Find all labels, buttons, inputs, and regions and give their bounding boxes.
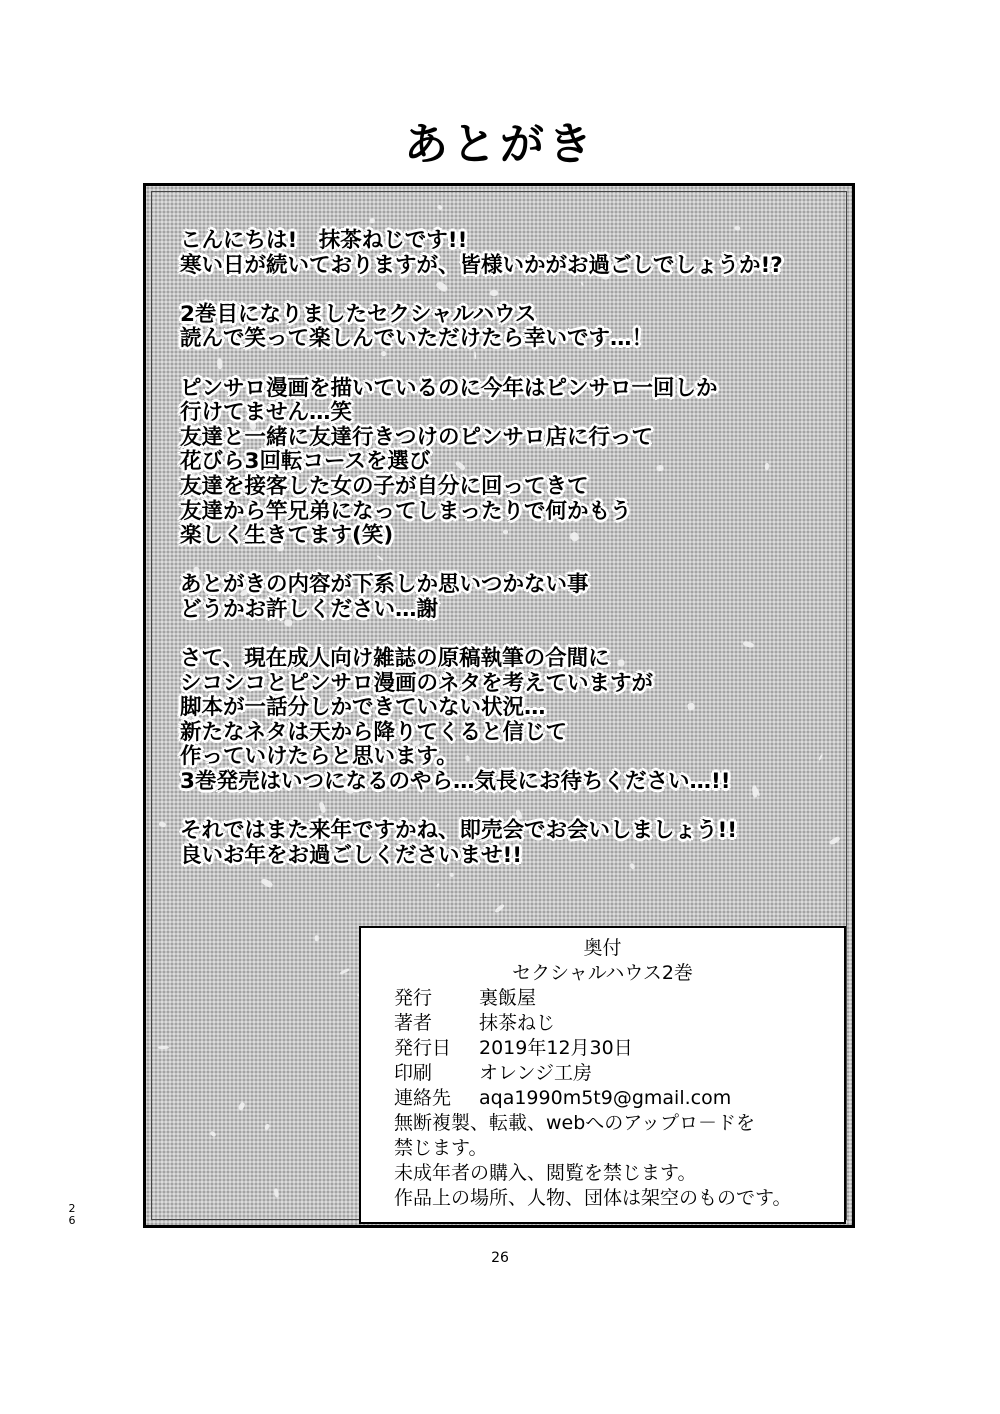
contact-value: aqa1990m5t9@gmail.com [479,1087,732,1109]
colophon-contact-row [394,1086,844,1111]
afterword-line: 行けてません…笑 [180,400,353,426]
afterword-line: こんにちは! 抹茶ねじです!! [180,228,468,253]
colophon-heading: 奥付 [583,937,622,959]
afterword-paragraph [180,377,820,549]
date-label: 発行日 [394,1037,452,1059]
date-value: 2019年12月30日 [479,1037,633,1059]
afterword-line: 読んで笑って楽しんでいただけたら幸いです…！ [180,326,654,352]
afterword-line: 友達から竿兄弟になってしまったりで何かもう [180,498,632,524]
colophon-printer-row [394,1061,844,1086]
afterword-line: 友達と一緒に友達行きつけのピンサロ店に行って [180,424,654,450]
afterword-line: どうかお許しください…謝 [180,596,439,622]
colophon-box [359,926,846,1224]
colophon-publisher-row [394,986,844,1011]
afterword-line: 良いお年をお過ごしくださいませ!! [180,842,523,868]
afterword-line: 花びら3回転コースを選び [180,449,431,475]
colophon-date-row [394,1036,844,1061]
contact-label: 連絡先 [394,1087,452,1109]
afterword-line: 友達を接客した女の子が自分に回ってきて [180,473,589,499]
afterword-paragraph [180,573,820,622]
afterword-paragraph [180,647,820,795]
afterword-line: 楽しく生きてます(笑) [180,523,394,549]
afterword-line: 作っていけたらと思います。 [180,744,458,770]
speck [314,935,318,941]
colophon-book-title: セクシャルハウス2巻 [512,962,693,984]
colophon-notice-2: 未成年者の購入、閲覧を禁じます。 [394,1162,697,1184]
page-number: 26 [491,1250,509,1266]
colophon-notice-1a: 無断複製、転載、webへのアップロ－ドを [394,1112,755,1134]
printer-value: オレンジ工房 [479,1062,593,1084]
colophon-notice-1b: 禁じます。 [394,1137,488,1159]
publisher-label: 発行 [394,987,433,1009]
publisher-value: 裏飯屋 [479,987,537,1009]
afterword-text [180,229,820,868]
afterword-line: さて、現在成人向け雑誌の原稿執筆の合間に [180,646,610,672]
afterword-line: それではまた来年ですかね、即売会でお会いしましょう!! [180,818,738,844]
colophon-notice-3: 作品上の場所、人物、団体は架空のものです。 [394,1187,792,1209]
afterword-line: 3巻発売はいつになるのやら…気長にお待ちください…!! [180,769,731,795]
side-page-number: 2 6 [68,1202,76,1227]
afterword-line: 寒い日が続いておりますが、皆様いかがお過ごしでしょうか!? [180,252,783,278]
afterword-line: 脚本が一話分しかできていない状況… [180,695,546,721]
author-label: 著者 [394,1012,433,1034]
page-title: あとがき [404,119,596,170]
speck [370,217,375,223]
afterword-line: 2巻目になりましたセクシャルハウス [180,301,537,327]
author-value: 抹茶ねじ [479,1012,556,1034]
afterword-line: 新たなネタは天から降りてくると信じて [180,719,568,745]
afterword-paragraph [180,229,820,278]
colophon-author-row [394,1011,844,1036]
printer-label: 印刷 [394,1062,433,1084]
afterword-paragraph [180,303,820,352]
afterword-line: あとがきの内容が下系しか思いつかない事 [180,572,589,598]
afterword-line: シコシコとピンサロ漫画のネタを考えていますが [180,670,654,696]
afterword-line: ピンサロ漫画を描いているのに今年はピンサロ一回しか [180,375,718,401]
afterword-paragraph [180,819,820,868]
speck [158,1046,169,1049]
